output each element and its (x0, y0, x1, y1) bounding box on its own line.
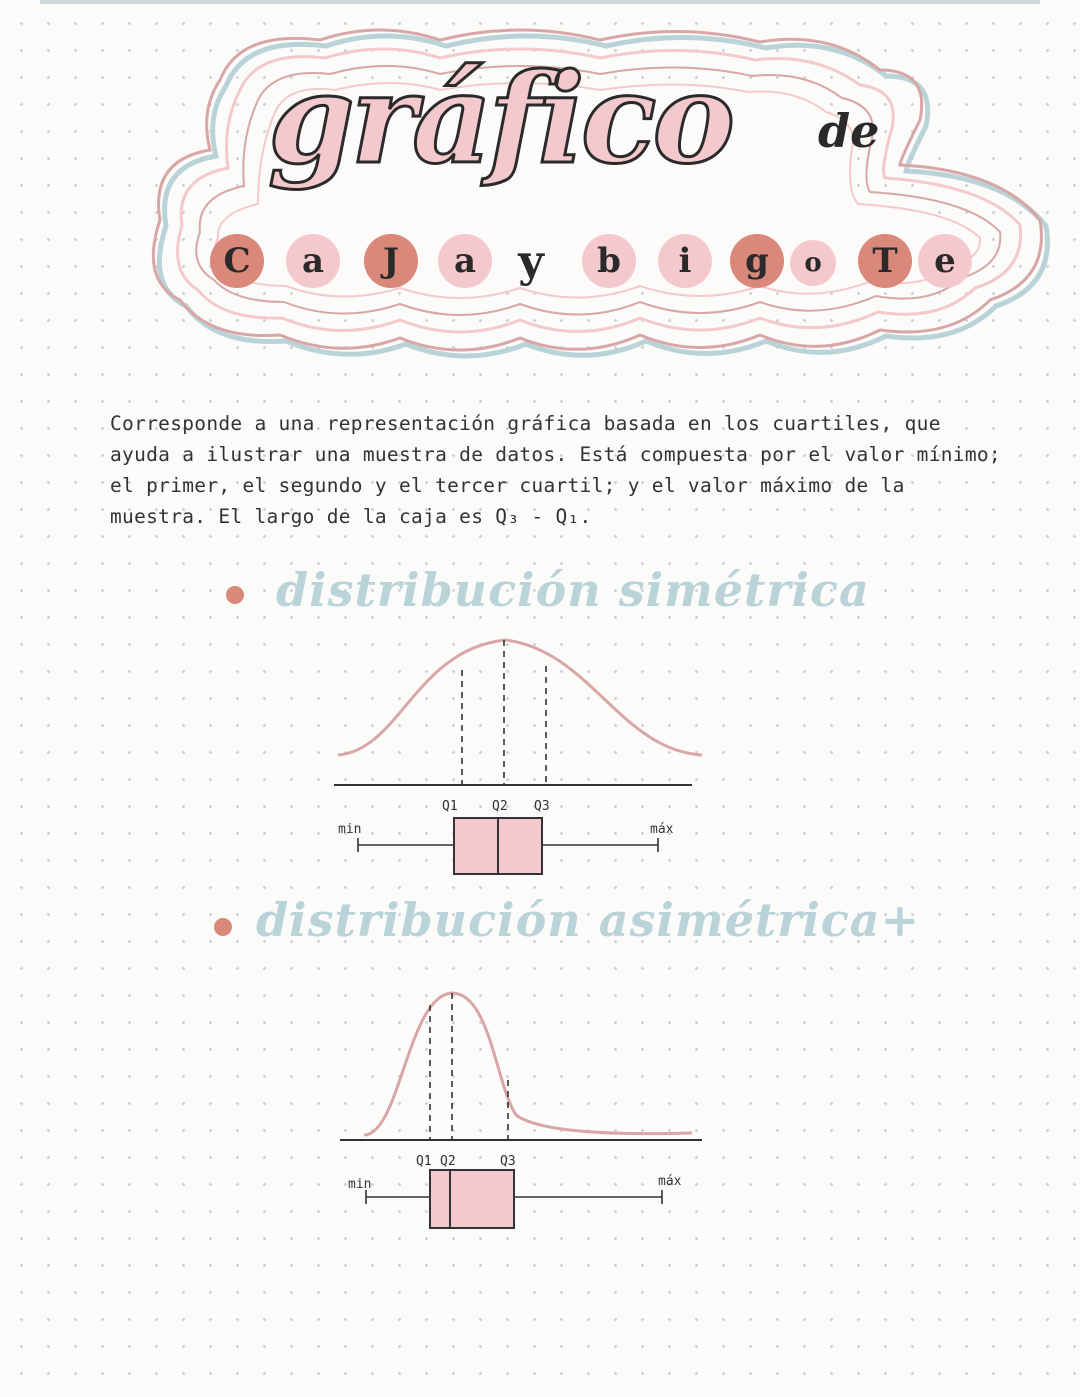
subtitle-letter: e (918, 234, 972, 288)
subtitle-letter: T (858, 234, 912, 288)
subtitle-letter: b (582, 234, 636, 288)
q1-label: Q1 (416, 1154, 432, 1169)
subtitle-letter: y (518, 235, 544, 287)
heading-asymmetric: distribución asimétrica+ (256, 893, 921, 947)
bullet-dot (214, 918, 232, 936)
heading-symmetric: distribución simétrica (276, 563, 870, 617)
max-label: máx (658, 1174, 682, 1189)
q3-label: Q3 (534, 799, 550, 814)
subtitle-letter: g (730, 234, 784, 288)
subtitle-letter: i (658, 234, 712, 288)
asymmetric-curve (364, 993, 692, 1135)
box-rect (430, 1170, 514, 1228)
subtitle-letter: C (210, 234, 264, 288)
q2-label: Q2 (492, 799, 508, 814)
max-label: máx (650, 822, 674, 837)
subtitle-letter: a (286, 234, 340, 288)
subtitle-letter: a (438, 234, 492, 288)
bullet-dot (226, 586, 244, 604)
q3-label: Q3 (500, 1154, 516, 1169)
q2-label: Q2 (440, 1154, 456, 1169)
q1-label: Q1 (442, 799, 458, 814)
subtitle-letter: o (790, 240, 836, 286)
symmetric-chart (320, 630, 720, 880)
min-label: min (338, 822, 362, 837)
intro-paragraph: Corresponde a una representación gráfica basada en los cuartiles, que ayuda a ilustrar una muestra de datos. Está compuesta por el valor mínimo; el primer, el segundo y el tercer cuartil; y el valor máximo de la muestra. El largo de la caja es Q₃ - Q₁. (110, 412, 1001, 528)
title-main-text: gráfico (268, 47, 732, 192)
subtitle-letter: J (364, 234, 418, 288)
symmetric-curve (338, 640, 702, 755)
title-de-text: de (818, 104, 880, 158)
min-label: min (348, 1177, 372, 1192)
subtitle-letters (210, 234, 980, 298)
asymmetric-chart (320, 985, 720, 1235)
